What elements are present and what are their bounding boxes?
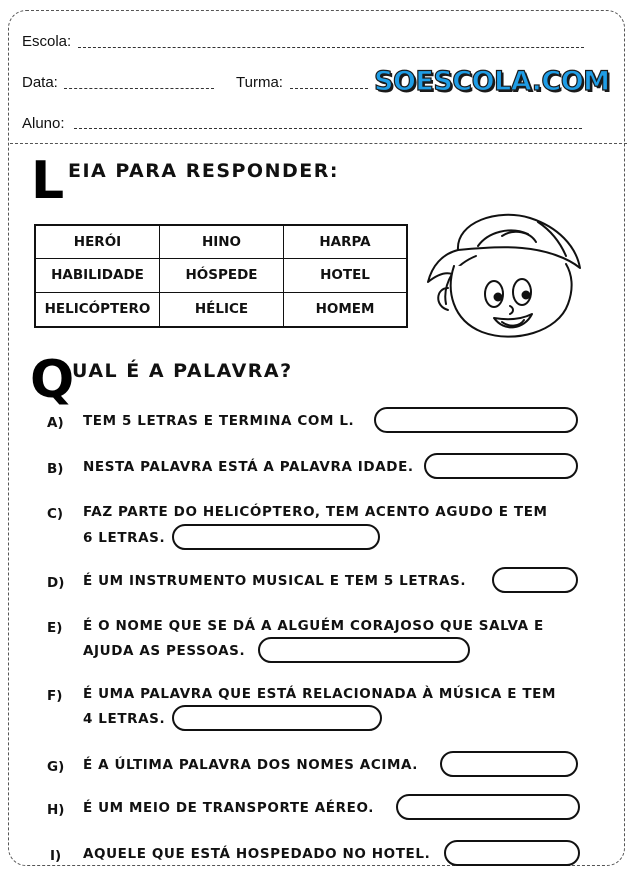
section2-heading: UAL É A PALAVRA? — [72, 360, 293, 382]
word-cell: HOMEM — [315, 301, 375, 318]
question-text: 6 LETRAS. — [83, 530, 166, 546]
student-label: Aluno: — [22, 115, 65, 132]
question-text: É UM MEIO DE TRANSPORTE AÉREO. — [83, 800, 374, 816]
word-cell: HOTEL — [284, 259, 406, 292]
header-divider — [10, 143, 627, 144]
question-text: É UM INSTRUMENTO MUSICAL E TEM 5 LETRAS. — [83, 573, 467, 589]
question-label: A) — [47, 415, 64, 431]
question-label: F) — [47, 688, 63, 704]
question-text: AJUDA AS PESSOAS. — [83, 643, 246, 659]
section2-initial: Q — [30, 350, 75, 410]
answer-box[interactable] — [396, 794, 580, 820]
word-cell: HINO — [160, 226, 284, 259]
question-label: C) — [47, 506, 64, 522]
answer-box[interactable] — [492, 567, 578, 593]
word-cell: HARPA — [284, 226, 406, 259]
question-text: NESTA PALAVRA ESTÁ A PALAVRA IDADE. — [83, 459, 414, 475]
question-label: B) — [47, 461, 64, 477]
school-label: Escola: — [22, 33, 72, 50]
word-cell: HERÓI — [36, 226, 160, 259]
answer-box[interactable] — [374, 407, 578, 433]
question-label: G) — [47, 759, 65, 775]
question-label: E) — [47, 620, 63, 636]
class-field[interactable] — [290, 88, 368, 89]
question-text: É UMA PALAVRA QUE ESTÁ RELACIONADA À MÚSICA E TEM — [83, 686, 557, 702]
answer-box[interactable] — [440, 751, 578, 777]
question-text: É O NOME QUE SE DÁ A ALGUÉM CORAJOSO QUE SALVA E — [83, 618, 544, 634]
word-cell: HABILIDADE — [36, 259, 160, 292]
question-text: TEM 5 LETRAS E TERMINA COM L. — [83, 413, 355, 429]
question-text: AQUELE QUE ESTÁ HOSPEDADO NO HOTEL. — [83, 846, 431, 862]
word-cell: HÓSPEDE — [160, 259, 284, 292]
soescola-logo: SOESCOLA.COM — [374, 66, 610, 97]
question-label: H) — [47, 802, 65, 818]
answer-box[interactable] — [424, 453, 578, 479]
boy-face-illustration — [418, 208, 588, 343]
school-field[interactable] — [78, 47, 584, 48]
section1-initial: L — [31, 151, 65, 211]
worksheet-border — [8, 10, 625, 866]
section1-heading: EIA PARA RESPONDER: — [68, 160, 339, 182]
student-field[interactable] — [74, 128, 582, 129]
word-cell: HELICÓPTERO — [36, 293, 160, 326]
question-text: FAZ PARTE DO HELICÓPTERO, TEM ACENTO AGUDO E TEM — [83, 504, 548, 520]
date-label: Data: — [22, 74, 58, 91]
date-field[interactable] — [64, 88, 214, 89]
word-cell: HÉLICE — [160, 293, 284, 326]
question-text: É A ÚLTIMA PALAVRA DOS NOMES ACIMA. — [83, 757, 419, 773]
answer-box[interactable] — [258, 637, 470, 663]
answer-box[interactable] — [444, 840, 580, 866]
question-label: D) — [47, 575, 65, 591]
answer-box[interactable] — [172, 705, 382, 731]
class-label: Turma: — [236, 74, 283, 91]
word-table — [34, 224, 408, 328]
question-label: I) — [50, 848, 62, 864]
answer-box[interactable] — [172, 524, 380, 550]
question-text: 4 LETRAS. — [83, 711, 166, 727]
